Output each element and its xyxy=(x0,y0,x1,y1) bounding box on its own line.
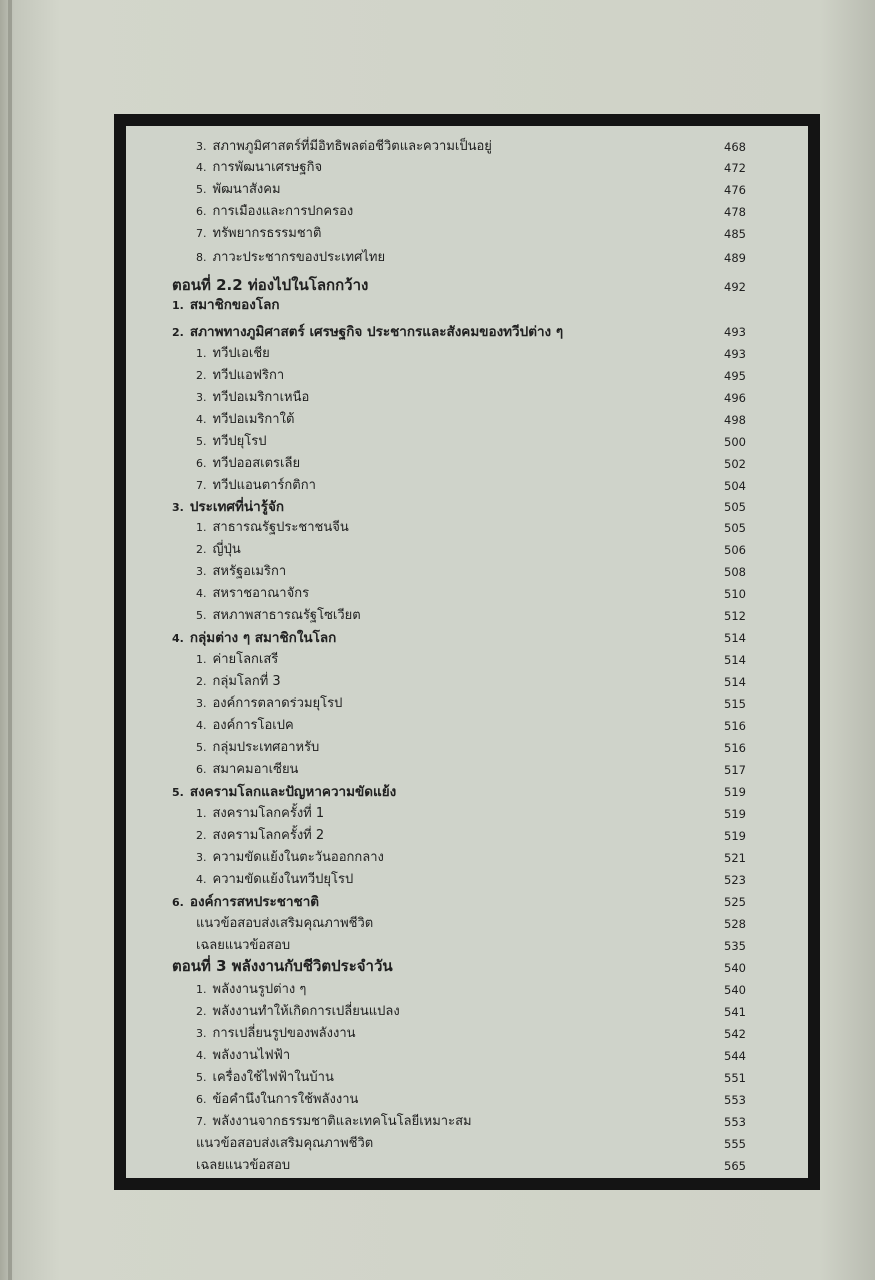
toc-entry-title: การเมืองและการปกครอง xyxy=(212,204,354,219)
toc-entry xyxy=(196,562,286,582)
toc-entry-title: ประเทศที่น่ารู้จัก xyxy=(189,499,285,515)
toc-page-number: 551 xyxy=(724,1071,746,1085)
toc-entry-number: 6. xyxy=(196,1093,207,1106)
toc-entry xyxy=(196,180,281,200)
toc-entry xyxy=(196,760,298,780)
toc-entry xyxy=(196,1024,356,1044)
toc-page-number: 514 xyxy=(724,631,746,645)
toc-entry xyxy=(196,936,290,956)
toc-page-number: 502 xyxy=(724,457,746,471)
toc-entry-title: ญี่ปุ่น xyxy=(212,542,241,557)
toc-entry-number: 3. xyxy=(196,851,207,864)
toc-entry xyxy=(196,224,321,244)
toc-page-number: 516 xyxy=(724,719,746,733)
toc-entry-number: 2. xyxy=(196,675,207,688)
toc-page-number: 517 xyxy=(724,763,746,777)
toc-entry xyxy=(196,738,319,758)
toc-page-number: 493 xyxy=(724,325,746,339)
toc-entry-number: 7. xyxy=(196,227,207,240)
toc-page-number: 521 xyxy=(724,851,746,865)
toc-entry xyxy=(196,137,492,157)
toc-entry-title: ทวีปยุโรป xyxy=(212,434,267,449)
toc-entry-title: สมาชิกของโลก xyxy=(189,297,280,313)
toc-entry-title: พลังงานรูปต่าง ๆ xyxy=(212,982,307,997)
toc-entry-number: 6. xyxy=(172,896,184,909)
page-binding-edge xyxy=(8,0,12,1280)
toc-entry xyxy=(196,870,353,890)
toc-entry-title: ตอนที่ 3 พลังงานกับชีวิตประจำวัน xyxy=(172,957,393,975)
toc-entry xyxy=(172,956,393,976)
toc-page-number: 496 xyxy=(724,391,746,405)
toc-page-number: 493 xyxy=(724,347,746,361)
toc-entry-number: 4. xyxy=(196,1049,207,1062)
toc-entry-number: 7. xyxy=(196,1115,207,1128)
toc-entry-title: การพัฒนาเศรษฐกิจ xyxy=(212,160,323,175)
toc-entry-number: 2. xyxy=(196,543,207,556)
toc-entry xyxy=(196,980,306,1000)
toc-entry-number: 1. xyxy=(196,807,207,820)
toc-entry-number: 3. xyxy=(196,565,207,578)
toc-entry xyxy=(196,388,309,408)
toc-entry-title: ทวีปเอเชีย xyxy=(212,346,270,361)
toc-page-number: 492 xyxy=(724,280,746,294)
toc-entry-number: 1. xyxy=(196,983,207,996)
toc-page-number: 519 xyxy=(724,829,746,843)
toc-entry-title: สงครามโลกครั้งที่ 2 xyxy=(212,828,325,843)
toc-page-number: 541 xyxy=(724,1005,746,1019)
toc-entry-title: ภาวะประชากรของประเทศไทย xyxy=(212,250,386,265)
toc-entry-title: ข้อคำนึงในการใช้พลังงาน xyxy=(212,1092,359,1107)
toc-page-number: 468 xyxy=(724,140,746,154)
toc-entry-title: สภาพภูมิศาสตร์ที่มีอิทธิพลต่อชีวิตและความเป็นอยู่ xyxy=(212,139,492,154)
toc-entry-title: ค่ายโลกเสรี xyxy=(212,652,279,667)
toc-page-number: 472 xyxy=(724,161,746,175)
toc-entry-number: 1. xyxy=(196,347,207,360)
toc-entry xyxy=(172,497,284,517)
toc-entry-title: องค์การตลาดร่วมยุโรป xyxy=(212,696,343,711)
toc-entry xyxy=(196,540,241,560)
toc-entry-title: ทวีปอเมริกาใต้ xyxy=(212,412,295,427)
toc-entry xyxy=(196,716,294,736)
toc-entry-title: องค์การโอเปค xyxy=(212,718,294,733)
toc-entry xyxy=(196,606,361,626)
toc-page-number: 519 xyxy=(724,807,746,821)
toc-entry-title: ตอนที่ 2.2 ท่องไปในโลกกว้าง xyxy=(172,276,369,294)
toc-entry-number: 5. xyxy=(196,1071,207,1084)
toc-page-number: 514 xyxy=(724,653,746,667)
toc-entry xyxy=(196,584,309,604)
toc-page-number: 540 xyxy=(724,983,746,997)
toc-entry-number: 1. xyxy=(172,299,184,312)
toc-page-number: 515 xyxy=(724,697,746,711)
toc-page-number: 516 xyxy=(724,741,746,755)
toc-entry xyxy=(196,914,373,934)
toc-entry-number: 5. xyxy=(172,786,184,799)
toc-page-number: 519 xyxy=(724,785,746,799)
toc-page-number: 505 xyxy=(724,500,746,514)
toc-page-number: 500 xyxy=(724,435,746,449)
toc-entry xyxy=(172,628,336,648)
toc-entry-number: 4. xyxy=(196,413,207,426)
toc-entry-title: เฉลยแนวข้อสอบ xyxy=(196,1158,291,1173)
toc-page-number: 525 xyxy=(724,895,746,909)
toc-entry-title: การเปลี่ยนรูปของพลังงาน xyxy=(212,1026,356,1041)
toc-entry-number: 1. xyxy=(196,653,207,666)
toc-entry-number: 5. xyxy=(196,609,207,622)
toc-entry-number: 3. xyxy=(196,1027,207,1040)
toc-entry-number: 6. xyxy=(196,457,207,470)
toc-entry-title: แนวข้อสอบส่งเสริมคุณภาพชีวิต xyxy=(196,916,374,931)
toc-entry-number: 5. xyxy=(196,183,207,196)
toc-entry-title: ทวีปแอนตาร์กติกา xyxy=(212,478,316,493)
toc-entry-title: แนวข้อสอบส่งเสริมคุณภาพชีวิต xyxy=(196,1136,374,1151)
toc-entry-title: สหภาพสาธารณรัฐโซเวียต xyxy=(212,608,361,623)
toc-entry-number: 4. xyxy=(172,632,184,645)
toc-entry-number: 7. xyxy=(196,479,207,492)
toc-entry xyxy=(196,804,324,824)
toc-page-number: 489 xyxy=(724,251,746,265)
toc-entry-title: พลังงานทำให้เกิดการเปลี่ยนแปลง xyxy=(212,1004,400,1019)
toc-entry-number: 4. xyxy=(196,161,207,174)
toc-entry xyxy=(172,275,368,295)
toc-entry-number: 5. xyxy=(196,741,207,754)
toc-page-number: 553 xyxy=(724,1093,746,1107)
toc-entry-title: กลุ่มโลกที่ 3 xyxy=(212,674,281,689)
toc-entry-title: กลุ่มต่าง ๆ สมาชิกในโลก xyxy=(189,630,337,646)
toc-entry-title: ทวีปออสเตรเลีย xyxy=(212,456,301,471)
toc-entry-title: ทวีปแอฟริกา xyxy=(212,368,285,383)
toc-entry-number: 6. xyxy=(196,205,207,218)
toc-entry-title: กลุ่มประเทศอาหรับ xyxy=(212,740,320,755)
toc-entry-title: สหราชอาณาจักร xyxy=(212,586,310,601)
toc-entry-number: 1. xyxy=(196,521,207,534)
toc-entry xyxy=(196,1002,400,1022)
toc-entry-title: สภาพทางภูมิศาสตร์ เศรษฐกิจ ประชากรและสังคมของทวีปต่าง ๆ xyxy=(189,324,564,340)
toc-entry-number: 4. xyxy=(196,873,207,886)
toc-page-number: 476 xyxy=(724,183,746,197)
toc-page-number: 540 xyxy=(724,961,746,975)
toc-entry-title: เครื่องใช้ไฟฟ้าในบ้าน xyxy=(212,1070,334,1085)
toc-entry xyxy=(196,158,322,178)
toc-entry-number: 2. xyxy=(172,326,184,339)
toc-entry xyxy=(196,432,266,452)
toc-page-number: 508 xyxy=(724,565,746,579)
toc-entry-title: สงครามโลกและปัญหาความขัดแย้ง xyxy=(189,784,397,800)
toc-entry xyxy=(196,848,384,868)
toc-entry-number: 2. xyxy=(196,369,207,382)
toc-entry-number: 8. xyxy=(196,251,207,264)
toc-entry-title: สมาคมอาเซียน xyxy=(212,762,299,777)
toc-entry-title: สาธารณรัฐประชาชนจีน xyxy=(212,520,349,535)
table-of-contents-frame xyxy=(114,114,820,1190)
toc-page-number: 555 xyxy=(724,1137,746,1151)
toc-entry-title: องค์การสหประชาชาติ xyxy=(189,894,320,910)
toc-entry-number: 3. xyxy=(196,697,207,710)
toc-page-number: 498 xyxy=(724,413,746,427)
toc-entry-title: พลังงานไฟฟ้า xyxy=(212,1048,291,1063)
toc-entry-title: เฉลยแนวข้อสอบ xyxy=(196,938,291,953)
toc-entry xyxy=(196,1156,290,1176)
toc-page-number: 565 xyxy=(724,1159,746,1173)
toc-entry-title: พลังงานจากธรรมชาติและเทคโนโลยีเหมาะสม xyxy=(212,1114,472,1129)
toc-entry-title: สงครามโลกครั้งที่ 1 xyxy=(212,806,325,821)
toc-entry xyxy=(196,672,281,692)
toc-page-number: 510 xyxy=(724,587,746,601)
toc-entry-number: 2. xyxy=(196,1005,207,1018)
toc-page-number: 514 xyxy=(724,675,746,689)
toc-entry-title: ความขัดแย้งในทวีปยุโรป xyxy=(212,872,354,887)
toc-entry-number: 3. xyxy=(172,501,184,514)
toc-page-number: 478 xyxy=(724,205,746,219)
toc-entry xyxy=(172,322,563,342)
toc-entry xyxy=(196,344,270,364)
toc-entry-title: พัฒนาสังคม xyxy=(212,182,281,197)
toc-page-number: 523 xyxy=(724,873,746,887)
toc-page-number: 528 xyxy=(724,917,746,931)
toc-entry xyxy=(196,518,349,538)
toc-page-number: 512 xyxy=(724,609,746,623)
toc-entry-title: ทรัพยากรธรรมชาติ xyxy=(212,226,322,241)
toc-page-number: 485 xyxy=(724,227,746,241)
toc-entry-number: 4. xyxy=(196,719,207,732)
toc-entry xyxy=(172,295,280,315)
toc-page-number: 535 xyxy=(724,939,746,953)
toc-page-number: 505 xyxy=(724,521,746,535)
toc-entry xyxy=(196,1112,472,1132)
toc-entry xyxy=(196,1046,290,1066)
toc-entry xyxy=(196,1068,334,1088)
toc-entry xyxy=(196,694,342,714)
toc-entry xyxy=(196,454,300,474)
toc-entry-number: 3. xyxy=(196,140,207,153)
toc-page-number: 553 xyxy=(724,1115,746,1129)
toc-entry-title: ความขัดแย้งในตะวันออกกลาง xyxy=(212,850,384,865)
toc-entry-number: 2. xyxy=(196,829,207,842)
toc-page-number: 504 xyxy=(724,479,746,493)
toc-entry-number: 5. xyxy=(196,435,207,448)
toc-entry-number: 6. xyxy=(196,763,207,776)
toc-entry xyxy=(196,1134,373,1154)
toc-entry xyxy=(196,476,316,496)
toc-page-number: 506 xyxy=(724,543,746,557)
toc-entry xyxy=(196,366,284,386)
toc-entry xyxy=(172,892,319,912)
toc-entry xyxy=(196,650,278,670)
toc-entry-number: 3. xyxy=(196,391,207,404)
toc-page-number: 495 xyxy=(724,369,746,383)
toc-entry-number: 4. xyxy=(196,587,207,600)
toc-entry xyxy=(196,1090,358,1110)
toc-entry xyxy=(196,248,385,268)
toc-page-number: 544 xyxy=(724,1049,746,1063)
toc-entry xyxy=(196,826,324,846)
toc-entry-title: ทวีปอเมริกาเหนือ xyxy=(212,390,310,405)
toc-entry xyxy=(172,782,396,802)
toc-entry xyxy=(196,410,294,430)
toc-entry-title: สหรัฐอเมริกา xyxy=(212,564,287,579)
toc-entry xyxy=(196,202,353,222)
toc-page-number: 542 xyxy=(724,1027,746,1041)
